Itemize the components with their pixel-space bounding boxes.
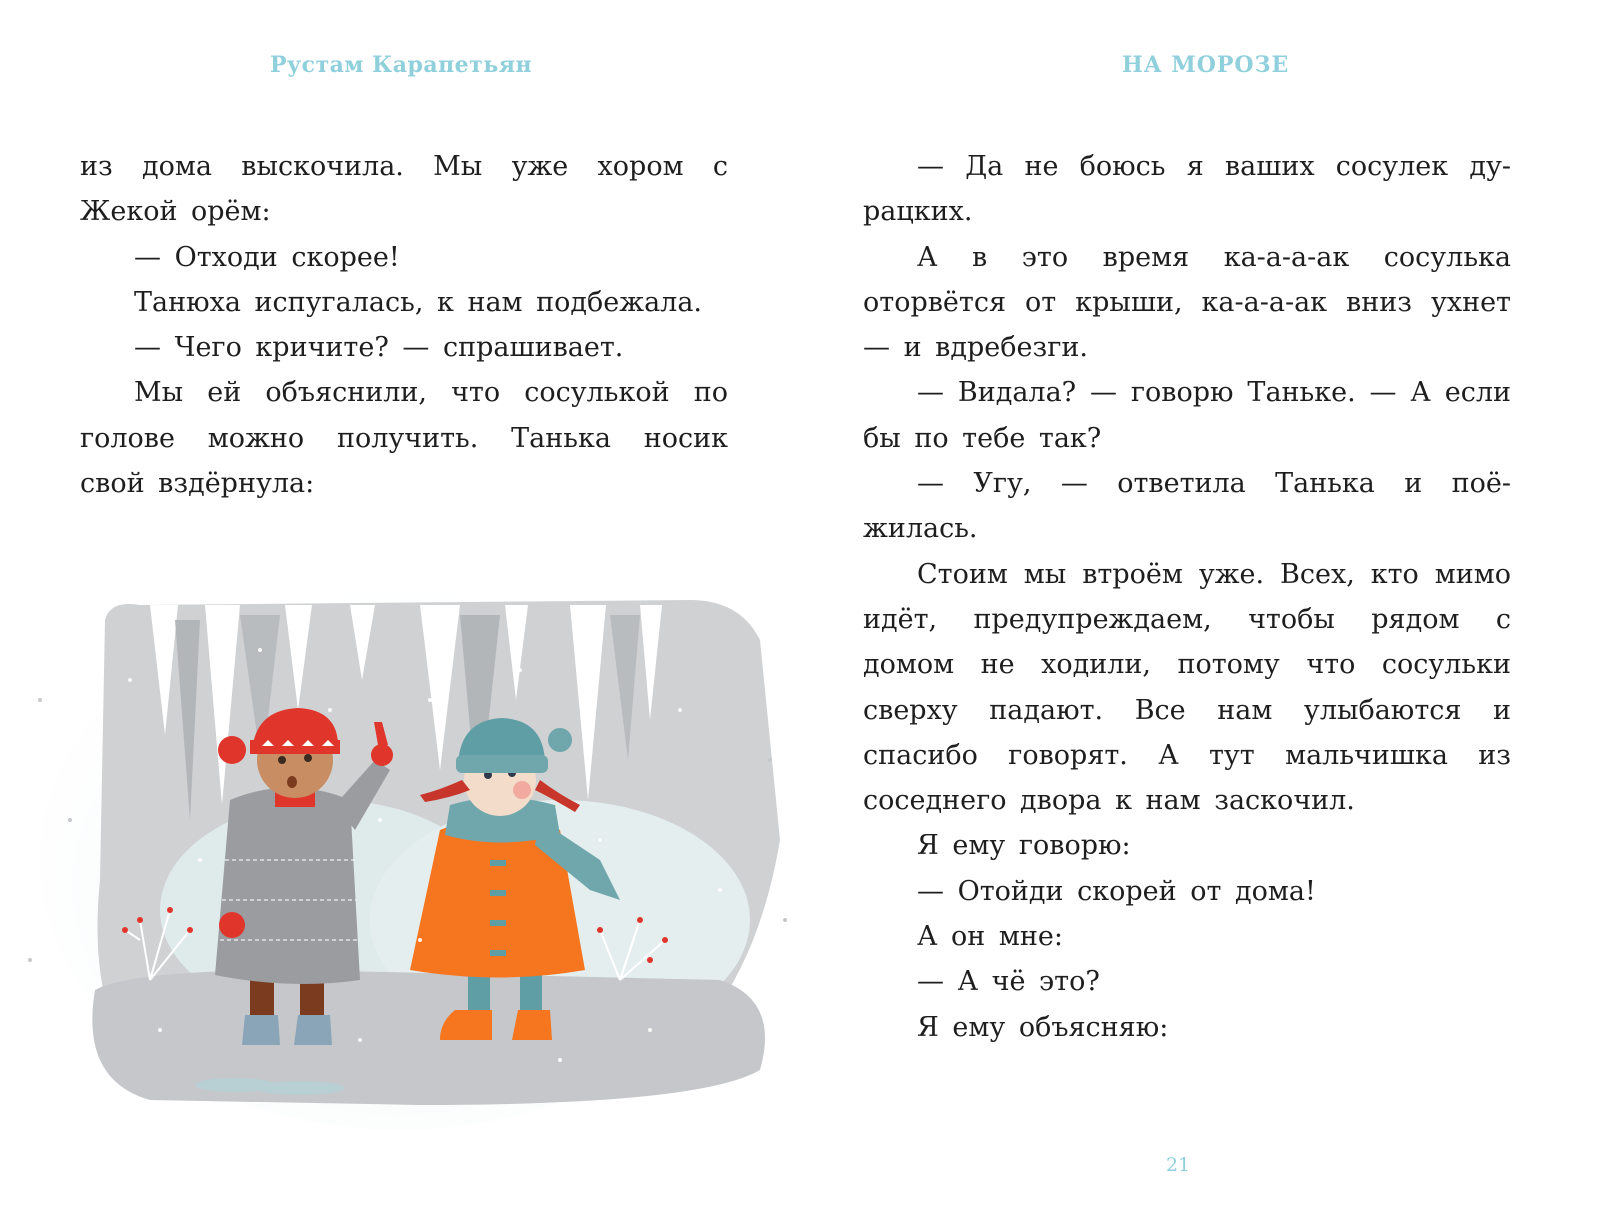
paragraph: — Да не боюсь я ваших сосулек дурацких. (863, 151, 1511, 228)
running-head-author: Рустам Карапетьян (270, 52, 533, 78)
left-text-block (80, 144, 728, 506)
page-number: 21 (1166, 1154, 1191, 1176)
right-text-block (863, 144, 1511, 1050)
paragraph: из дома выскочила. Мы уже хором с Жекой орём: (80, 151, 728, 228)
illustration-children-icicles (0, 560, 800, 1140)
paragraph: — Отойди скорей от дома! (917, 875, 1316, 907)
paragraph: А он мне: (917, 921, 1063, 953)
paragraph: — А чё это? (917, 966, 1100, 998)
paragraph: Я ему объясняю: (917, 1011, 1169, 1043)
paragraph: — Видала? — говорю Таньке. — А если бы по тебе так? (863, 377, 1511, 454)
paragraph: Танюха испугалась, к нам подбежала. (134, 286, 703, 318)
paragraph: А в это время ка-а-а-ак сосулька оторвётся от крыши, ка-а-а-ак вниз ухнет — и вдребезги. (863, 241, 1511, 364)
paragraph: — Угу, — ответила Танька и поёжилась. (863, 468, 1511, 545)
paragraph: — Чего кричите? — спрашивает. (134, 332, 624, 364)
paragraph: Мы ей объяснили, что сосулькой по голове можно получить. Танька носик свой вздёрнула: (80, 377, 728, 500)
right-page (800, 0, 1600, 1226)
paragraph: — Отходи скорее! (134, 241, 400, 273)
running-head-chapter: НА МОРОЗЕ (1122, 52, 1290, 78)
paragraph: Стоим мы втроём уже. Всех, кто мимо идёт, предупреждаем, чтобы рядом с домом не ходили, потому что сосульки сверху падают. Все нам улыбаются и спасибо говорят. А тут мальчишка из соседнего двора к нам заскочил. (863, 558, 1511, 817)
paragraph: Я ему говорю: (917, 830, 1131, 862)
